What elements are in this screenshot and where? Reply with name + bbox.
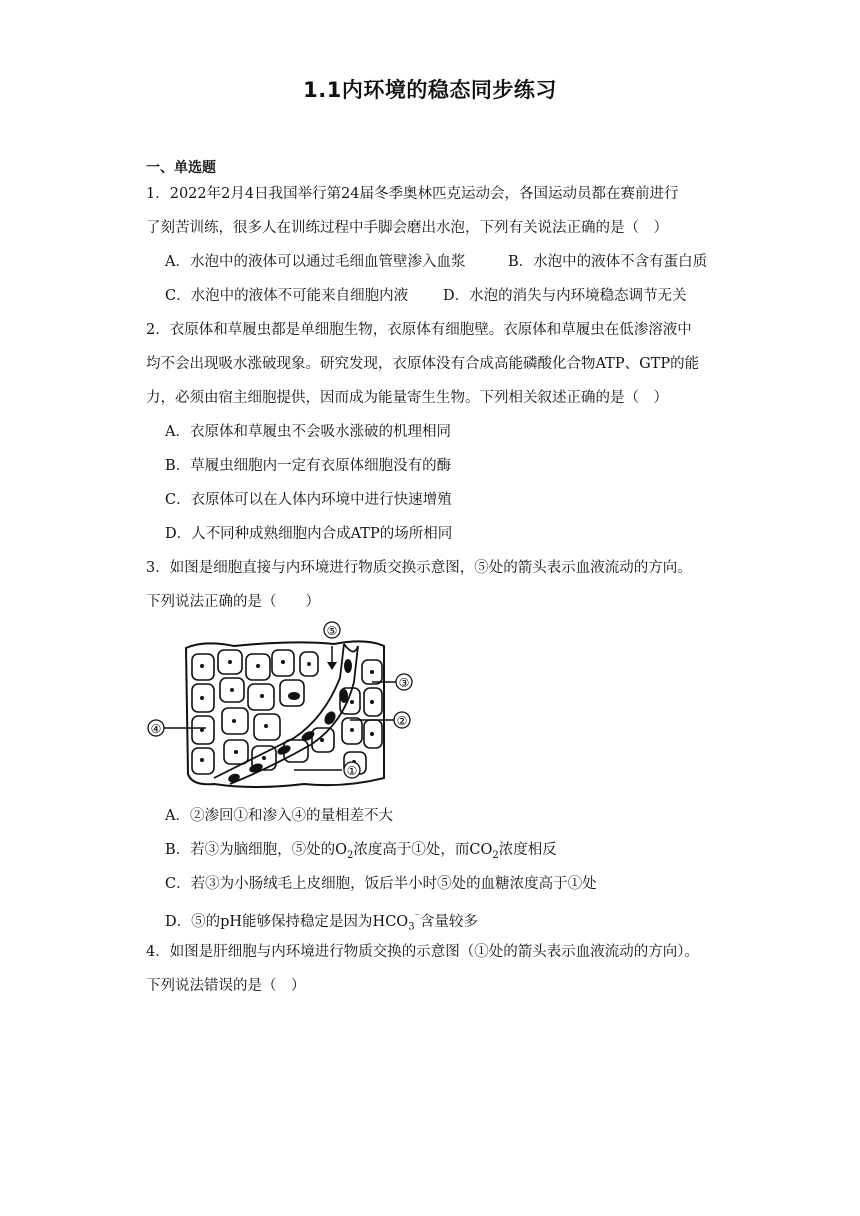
q2-option-c: C．衣原体可以在人体内环境中进行快速增殖: [165, 492, 452, 508]
page-title: 1.1内环境的稳态同步练习: [303, 78, 557, 102]
q3-option-b: [165, 840, 557, 866]
section-heading: 一、单选题: [146, 160, 216, 176]
q1-option-a: A．水泡中的液体可以通过毛细血管壁渗入血浆: [165, 254, 466, 270]
q4-stem-line2: 下列说法错误的是（ ）: [146, 978, 306, 994]
q3-option-b-text1: B．若③为脑细胞，⑤处的O: [165, 842, 348, 858]
q3-option-d-sup: ⁻: [414, 912, 420, 923]
q3-option-d-text1: D．⑤的pH能够保持稳定是因为HCO: [165, 913, 409, 930]
q3-option-b-text2: 浓度高于①处，而CO: [353, 842, 493, 858]
q4-stem-line1: 4．如图是肝细胞与内环境进行物质交换的示意图（①处的箭头表示血液流动的方向）。: [146, 944, 699, 960]
q2-stem-line2: 均不会出现吸水涨破现象。研究发现，衣原体没有合成高能磷酸化合物ATP、GTP的能: [146, 356, 700, 372]
q3-option-d: [165, 908, 478, 938]
q3-option-b-sub2: 2: [492, 849, 499, 861]
q2-option-a: A．衣原体和草履虫不会吸水涨破的机理相同: [165, 424, 451, 440]
label-2: ②: [396, 714, 408, 728]
q3-option-a: A．②渗回①和渗入④的量相差不大: [165, 808, 393, 824]
q3-option-b-text3: 浓度相反: [498, 842, 557, 858]
q1-option-b: B．水泡中的液体不含有蛋白质: [508, 254, 708, 270]
q2-stem-line1: 2．衣原体和草履虫都是单细胞生物，衣原体有细胞壁。衣原体和草履虫在低渗溶液中: [146, 322, 692, 338]
q3-stem-line2: 下列说法正确的是（ ）: [146, 594, 320, 610]
q1-option-c: C．水泡中的液体不可能来自细胞内液: [165, 288, 409, 304]
label-5: ⑤: [326, 624, 338, 638]
q3-option-d-text2: 含量较多: [419, 913, 478, 930]
q2-stem-line3: 力，必须由宿主细胞提供，因而成为能量寄生生物。下列相关叙述正确的是（ ）: [146, 390, 668, 406]
q3-stem-line1: 3．如图是细胞直接与内环境进行物质交换示意图，⑤处的箭头表示血液流动的方向。: [146, 560, 692, 576]
q2-option-b: B．草履虫细胞内一定有衣原体细胞没有的酶: [165, 458, 452, 474]
label-3: ③: [398, 676, 410, 690]
q3-option-c: C．若③为小肠绒毛上皮细胞，饭后半小时⑤处的血糖浓度高于①处: [165, 876, 597, 892]
q1-option-d: D．水泡的消失与内环境稳态调节无关: [443, 288, 687, 304]
q1-stem-line2: 了刻苦训练，很多人在训练过程中手脚会磨出水泡，下列有关说法正确的是（ ）: [146, 220, 668, 236]
q1-stem-line1: 1．2022年2月4日我国举行第24届冬季奥林匹克运动会，各国运动员都在赛前进行: [146, 186, 679, 202]
q3-option-d-sub: 3: [408, 921, 415, 933]
tissue-exchange-diagram: [144, 618, 424, 794]
label-4: ④: [150, 722, 162, 736]
label-1: ①: [346, 764, 358, 778]
q3-option-b-sub1: 2: [347, 849, 354, 861]
q2-option-d: D．人不同种成熟细胞内合成ATP的场所相同: [165, 526, 453, 542]
